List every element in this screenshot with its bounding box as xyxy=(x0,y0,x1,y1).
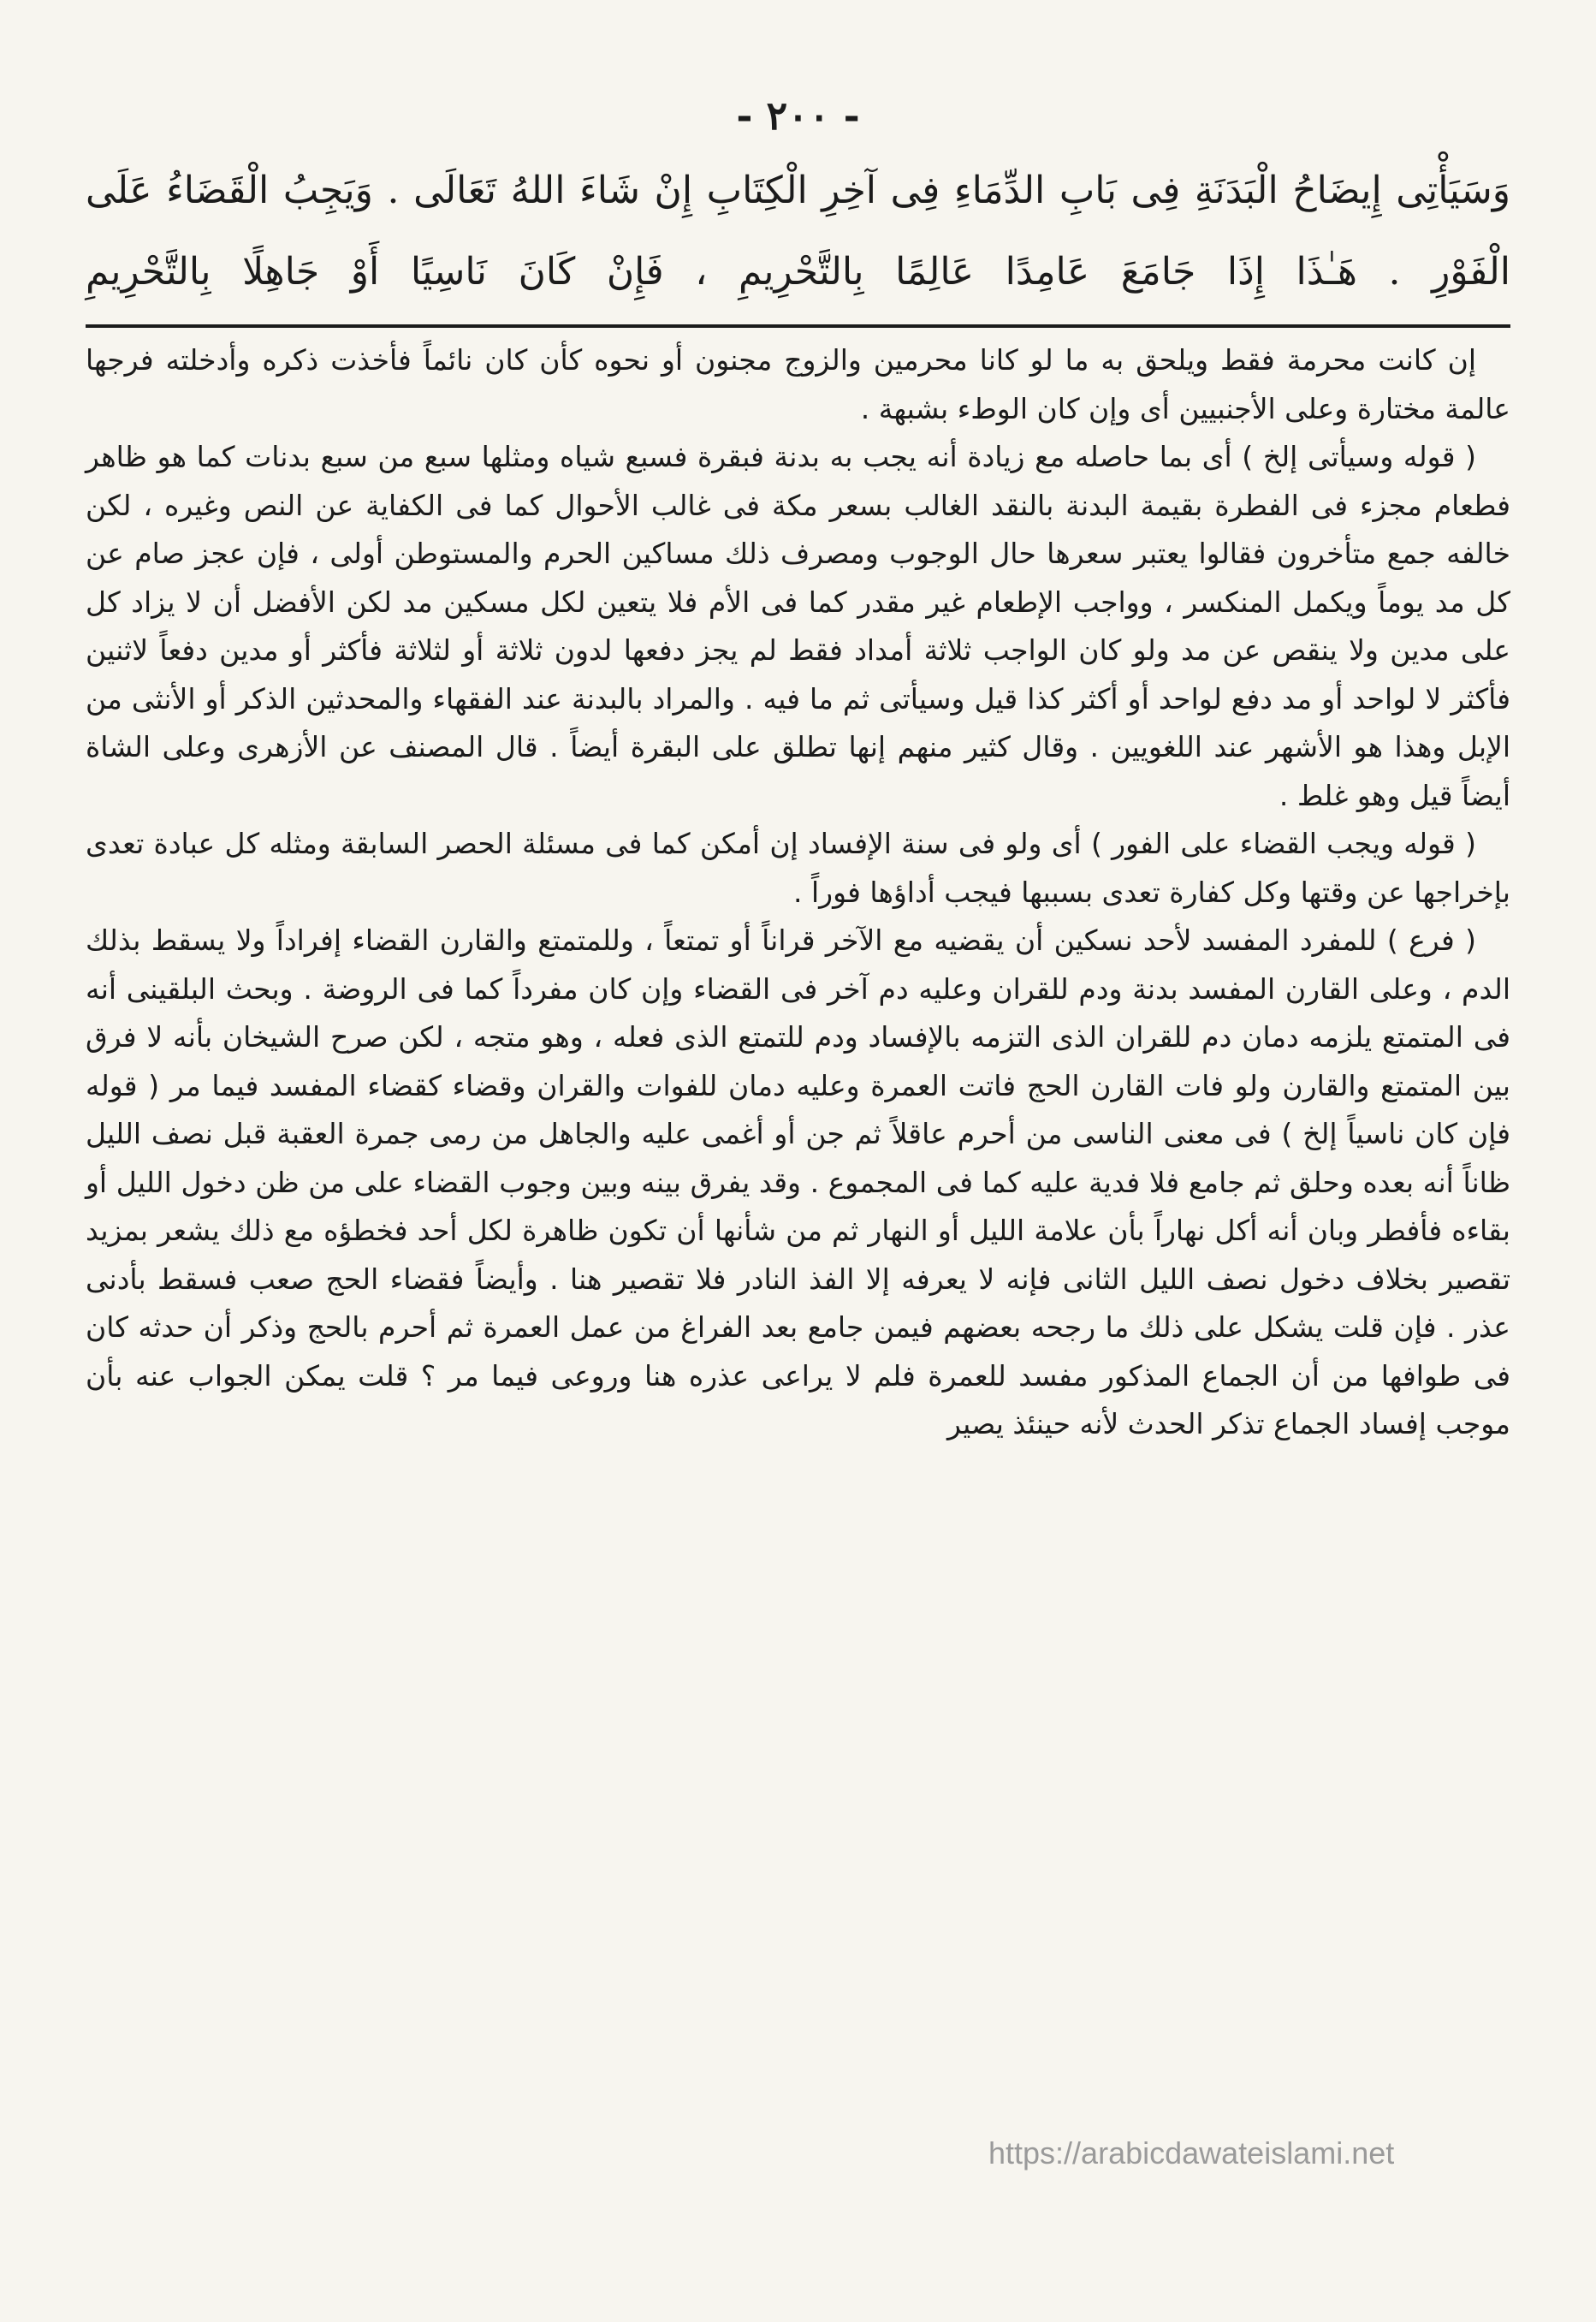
watermark: https://arabicdawateislami.net xyxy=(988,2135,1395,2171)
main-text-paragraph: وَسَيَأْتِى إِيضَاحُ الْبَدَنَةِ فِى بَابِ الدِّمَاءِ فِى آخِرِ الْكِتَابِ إِنْ شَاءَ اللهُ تَعَالَى . وَيَجِبُ الْقَضَاءُ عَلَى الْفَوْرِ . هَـٰذَا إِذَا جَامَعَ عَامِدًا عَالِمًا بِالتَّحْرِيمِ ، فَإِنْ كَانَ نَاسِيًا أَوْ جَاهِلًا بِالتَّحْرِيمِ xyxy=(86,169,1510,294)
commentary-paragraph: ( فرع ) للمفرد المفسد لأحد نسكين أن يقضيه مع الآخر قراناً أو تمتعاً ، وللمتمتع والقارن القضاء إفراداً ولا يسقط بذلك الدم ، وعلى القارن المفسد بدنة ودم للقران وعليه دم آخر فى القضاء وإن كان مفرداً كما فى الروضة . وبحث البلقينى أنه فى المتمتع يلزمه دمان دم للقران الذى التزمه بالإفساد ودم للتمتع الذى فعله ، وهو متجه ، لكن صرح الشيخان بأنه لا فرق بين المتمتع والقارن ولو فات القارن الحج فاتت العمرة وعليه دمان للفوات والقران وقضاء كقضاء المفسد فيما مر ( قوله فإن كان ناسياً إلخ ) فى معنى الناسى من أحرم عاقلاً ثم جن أو أغمى عليه والجاهل من رمى جمرة العقبة قبل نصف الليل ظاناً أنه بعده وحلق ثم جامع فلا فدية عليه كما فى المجموع . وقد يفرق بينه وبين وجوب القضاء على من ظن دخول الليل أو بقاءه فأفطر وبان أنه أكل نهاراً بأن علامة الليل أو النهار ثم من شأنها أن تكون ظاهرة لكل أحد فخطؤه مع ذلك يشعر بمزيد تقصير بخلاف دخول نصف الليل الثانى فإنه لا يعرفه إلا الفذ النادر فلا تقصير هنا . وأيضاً فقضاء الحج صعب فسقط بأدنى عذر . فإن قلت يشكل على ذلك ما رجحه بعضهم فيمن جامع بعد الفراغ من عمل العمرة ثم أحرم بالحج وذكر أن حدثه كان فى طوافها من أن الجماع المذكور مفسد للعمرة فلم لا يراعى عذره هنا وروعى فيما مر ؟ قلت يمكن الجواب عنه بأن موجب إفساد الجماع تذكر الحدث لأنه حينئذ يصير xyxy=(86,923,1510,1440)
main-text xyxy=(86,150,1510,312)
commentary-paragraph: إن كانت محرمة فقط ويلحق به ما لو كانا محرمين والزوج مجنون أو نحوه كأن كان نائماً فأخذت ذكره وأدخلته فرجها عالمة مختارة وعلى الأجنبيين أى وإن كان الوطء بشبهة . xyxy=(86,343,1510,425)
book-page xyxy=(86,81,1510,1449)
separator-rule xyxy=(86,324,1510,328)
page-number: - ٢٠٠ - xyxy=(736,92,860,139)
commentary xyxy=(86,336,1510,1449)
commentary-paragraph: ( قوله ويجب القضاء على الفور ) أى ولو فى سنة الإفساد إن أمكن كما فى مسئلة الحصر السابقة ومثله كل عبادة تعدى بإخراجها عن وقتها وكل كفارة تعدى بسببها فيجب أداؤها فوراً . xyxy=(86,827,1510,909)
commentary-paragraph: ( قوله وسيأتى إلخ ) أى بما حاصله مع زيادة أنه يجب به بدنة فبقرة فسبع شياه ومثلها سبع من سبع بدنات كما هو ظاهر فطعام مجزء فى الفطرة بقيمة البدنة بالنقد الغالب بسعر مكة فى غالب الأحوال كما فى الكفاية عن النص وغيره ، لكن خالفه جمع متأخرون فقالوا يعتبر سعرها حال الوجوب ومصرف ذلك مساكين الحرم والمستوطن أولى ، فإن عجز صام عن كل مد يوماً ويكمل المنكسر ، وواجب الإطعام غير مقدر كما فى الأم فلا يتعين لكل مسكين مد لكن الأفضل أن لا يزاد كل على مدين ولا ينقص عن مد ولو كان الواجب ثلاثة أمداد فقط لم يجز دفعها لدون ثلاثة أو لثلاثة فأكثر أو مدين دفعاً لاثنين فأكثر لا لواحد أو مد دفع لواحد أو أكثر كذا قيل وسيأتى ثم ما فيه . والمراد بالبدنة عند الفقهاء والمحدثين الذكر أو الأنثى من الإبل وهذا هو الأشهر عند اللغويين . وقال كثير منهم إنها تطلق على البقرة أيضاً . قال المصنف عن الأزهرى وعلى الشاة أيضاً قيل وهو غلط . xyxy=(86,440,1510,812)
